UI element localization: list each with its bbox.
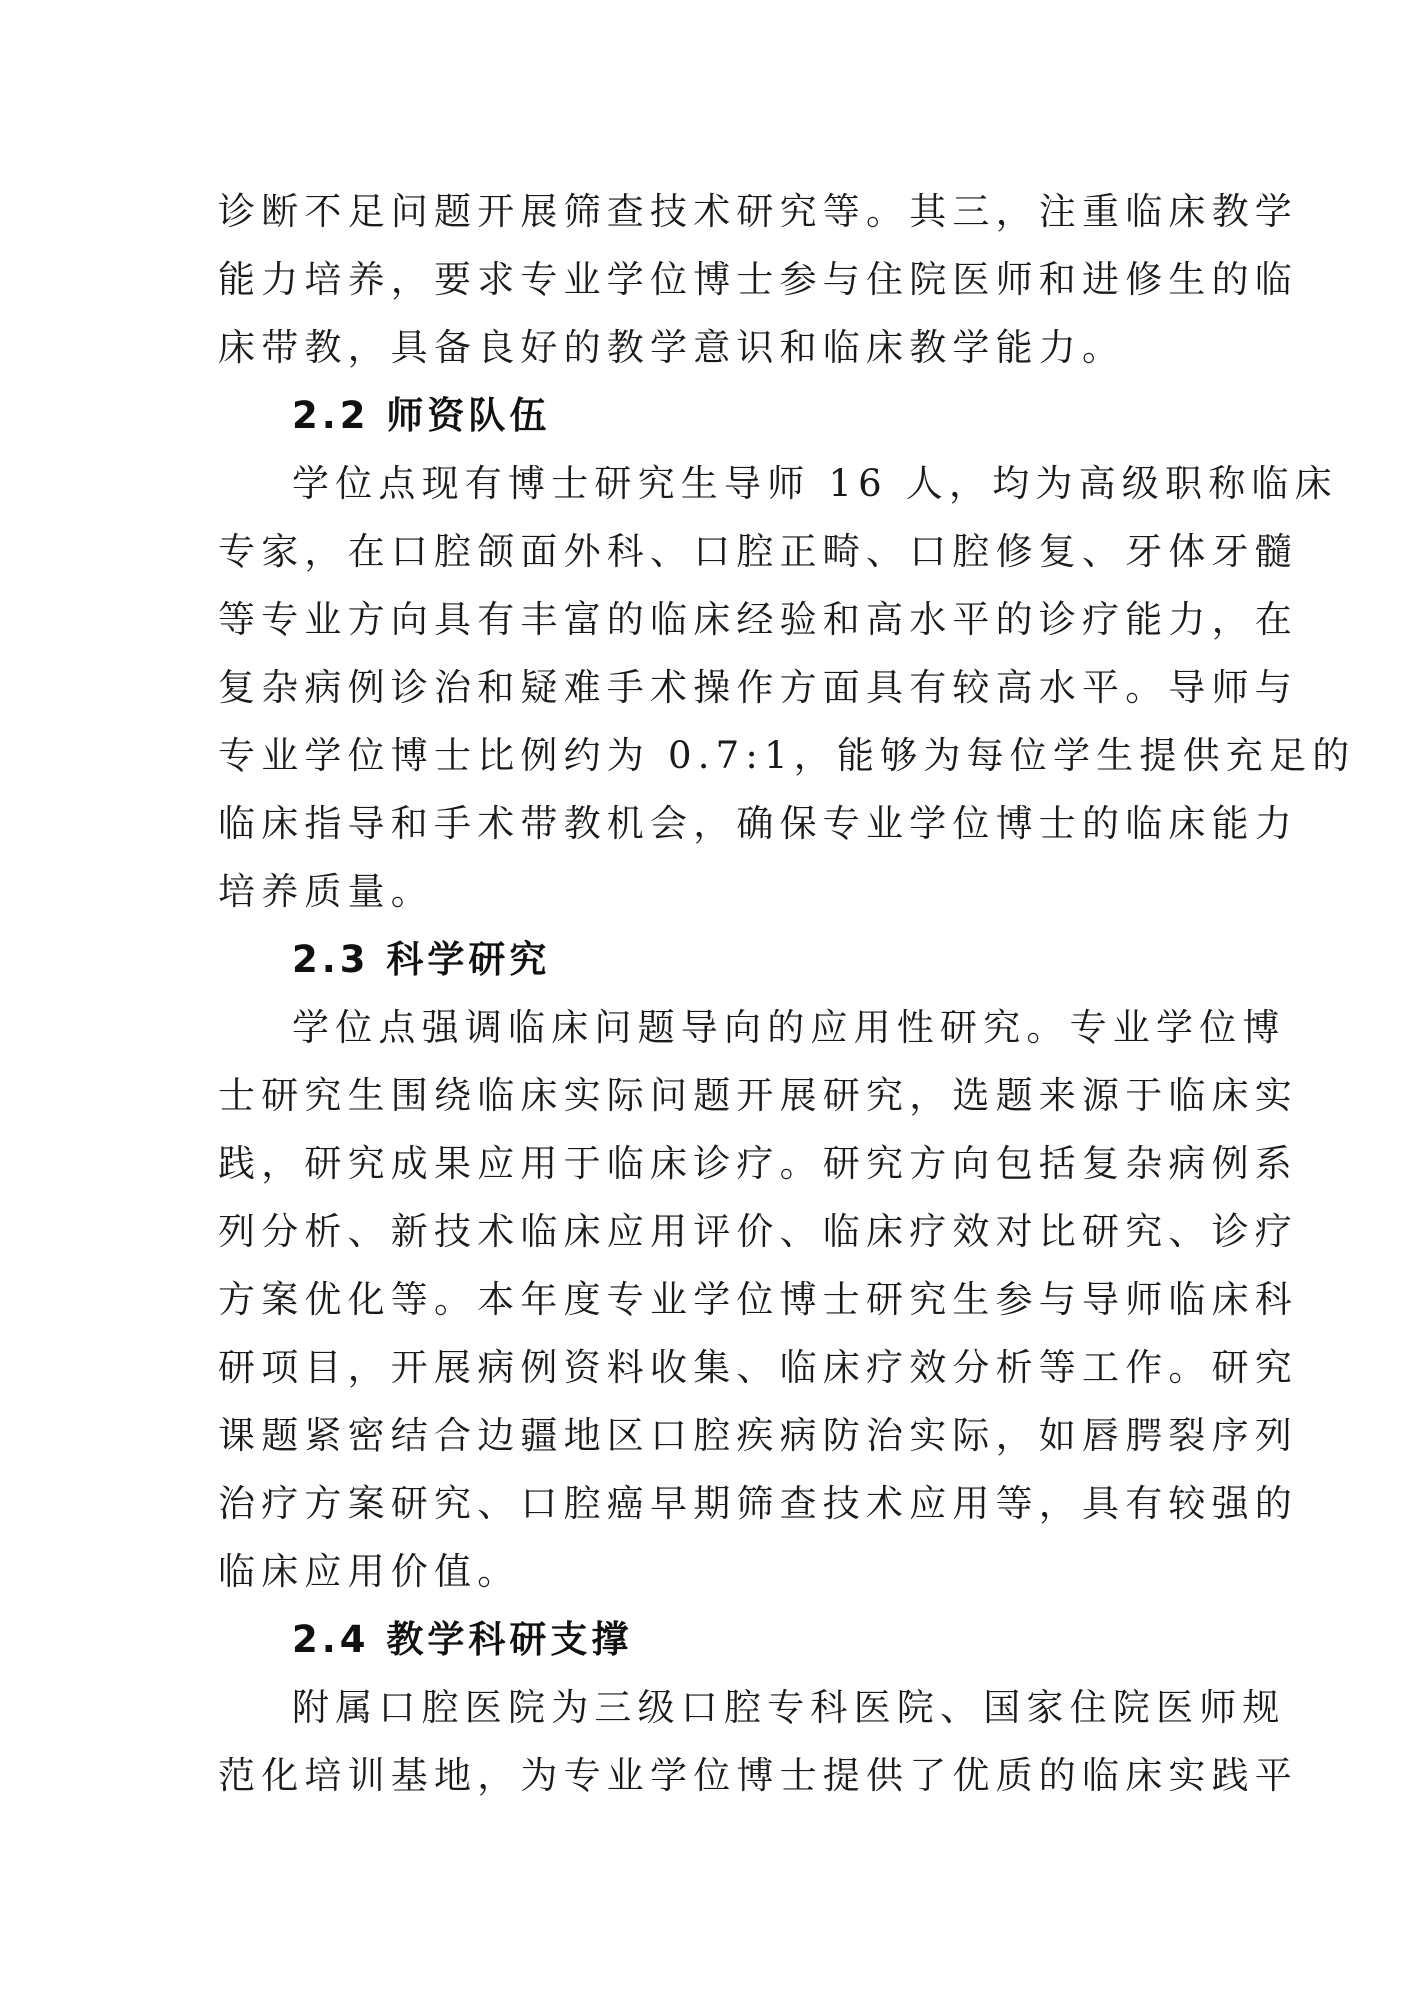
- paragraph-line: 诊断不足问题开展筛查技术研究等。其三，注重临床教学: [218, 190, 1298, 233]
- paragraph-line: 课题紧密结合边疆地区口腔疾病防治实际，如唇腭裂序列: [218, 1414, 1298, 1457]
- paragraph-line: 临床应用价值。: [218, 1550, 521, 1593]
- paragraph-line: 复杂病例诊治和疑难手术操作方面具有较高水平。导师与: [218, 666, 1298, 709]
- paragraph-line: 方案优化等。本年度专业学位博士研究生参与导师临床科: [218, 1278, 1298, 1321]
- paragraph-line: 学位点现有博士研究生导师 16 人，均为高级职称临床: [292, 462, 1338, 505]
- paragraph-line: 培养质量。: [218, 870, 434, 913]
- paragraph-line: 学位点强调临床问题导向的应用性研究。专业学位博: [292, 1006, 1286, 1049]
- section-heading: 2.3 科学研究: [292, 938, 551, 981]
- paragraph-line: 践，研究成果应用于临床诊疗。研究方向包括复杂病例系: [218, 1142, 1298, 1185]
- paragraph-line: 治疗方案研究、口腔癌早期筛查技术应用等，具有较强的: [218, 1482, 1298, 1525]
- paragraph-line: 能力培养，要求专业学位博士参与住院医师和进修生的临: [218, 258, 1298, 301]
- paragraph-line: 专业学位博士比例约为 0.7:1，能够为每位学生提供充足的: [218, 734, 1356, 777]
- section-heading: 2.4 教学科研支撑: [292, 1618, 633, 1661]
- section-heading: 2.2 师资队伍: [292, 394, 551, 437]
- paragraph-line: 研项目，开展病例资料收集、临床疗效分析等工作。研究: [218, 1346, 1298, 1389]
- paragraph-line: 附属口腔医院为三级口腔专科医院、国家住院医师规: [292, 1686, 1286, 1729]
- paragraph-line: 临床指导和手术带教机会，确保专业学位博士的临床能力: [218, 802, 1298, 845]
- paragraph-line: 士研究生围绕临床实际问题开展研究，选题来源于临床实: [218, 1074, 1298, 1117]
- paragraph-line: 列分析、新技术临床应用评价、临床疗效对比研究、诊疗: [218, 1210, 1298, 1253]
- paragraph-line: 范化培训基地，为专业学位博士提供了优质的临床实践平: [218, 1754, 1298, 1797]
- paragraph-line: 等专业方向具有丰富的临床经验和高水平的诊疗能力，在: [218, 598, 1298, 641]
- paragraph-line: 专家，在口腔颌面外科、口腔正畸、口腔修复、牙体牙髓: [218, 530, 1298, 573]
- paragraph-line: 床带教，具备良好的教学意识和临床教学能力。: [218, 326, 1126, 369]
